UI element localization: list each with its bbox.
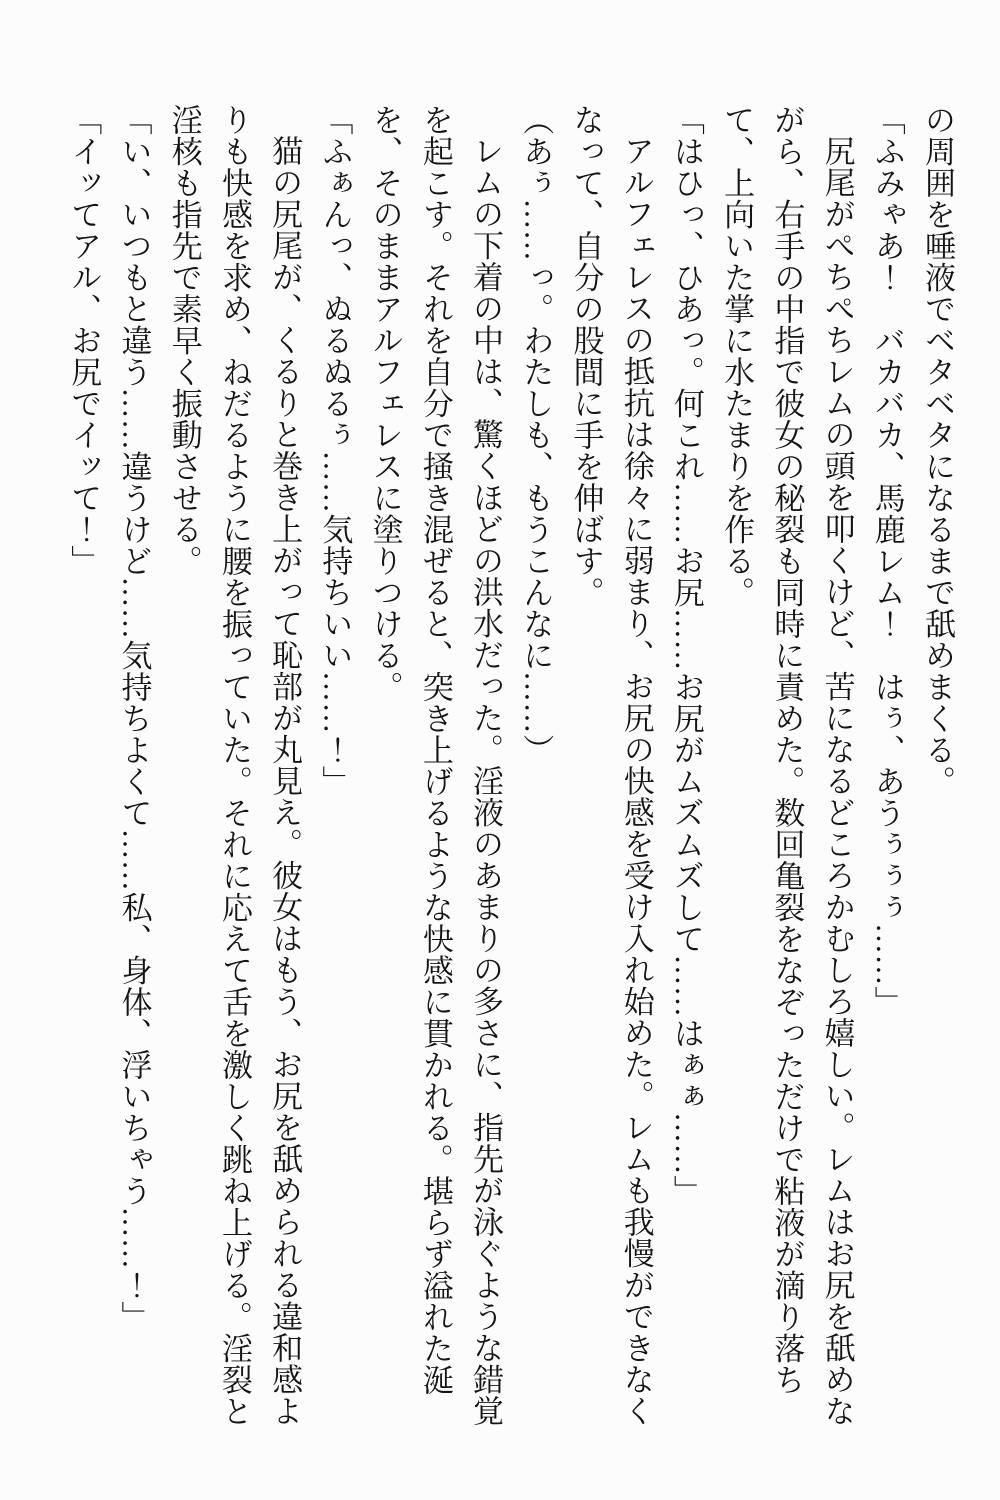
text-block xyxy=(58,104,962,1446)
paragraph-10: 「い、いつもと違う……違うけど……気持ちよくて……私、身体、浮いちゃう……！」 xyxy=(116,104,152,1333)
paragraph-1: の周囲を唾液でベタベタになるまで舐めまくる。 xyxy=(920,104,955,797)
paragraph-2: 「ふみゃあ！ バカバカ、馬鹿レム！ はぅ、あうぅぅぅ……」 xyxy=(869,104,905,1018)
paragraph-11: 「イッてアル、お尻でイッて！」 xyxy=(66,104,102,577)
paragraph-7: レムの下着の中は、驚くほどの洪水だった。淫液のあまりの多さに、指先が泳ぐような錯覚を起こす。それを自分で掻き混ぜると、突き上げるような快感に貫かれる。堪らず溢れた涎を、そのままアルフェレスに塗りつける。 xyxy=(367,104,504,1427)
paragraph-3: 尻尾がぺちぺちレムの頭を叩くけど、苦になるどころかむしろ嬉しい。レムはお尻を舐めながら、右手の中指で彼女の秘裂も同時に責めた。数回亀裂をなぞっただけで粘液が滴り落ちて、上向いた掌に水たまりを作る。 xyxy=(719,104,855,1427)
paragraph-6: （あぅ……っ。わたしも、もうこんなに……） xyxy=(518,104,554,766)
paragraph-4: 「はひっ、ひあっ。何これ……お尻……お尻がムズムズして……はぁぁ……」 xyxy=(668,104,704,1207)
paragraph-8: 「ふぁんっ、ぬるぬるぅ……気持ちいい……！」 xyxy=(317,104,353,797)
paragraph-5: アルフェレスの抵抗は徐々に弱まり、お尻の快感を受け入れ始めた。レムも我慢ができなくなって、自分の股間に手を伸ばす。 xyxy=(568,104,654,1427)
paragraph-9: 猫の尻尾が、くるりと巻き上がって恥部が丸見え。彼女はもう、お尻を舐められる違和感よりも快感を求め、ねだるように腰を振っていた。それに応えて舌を激しく跳ね上げる。淫裂と淫核も指先で素早く振動させる。 xyxy=(166,104,303,1427)
